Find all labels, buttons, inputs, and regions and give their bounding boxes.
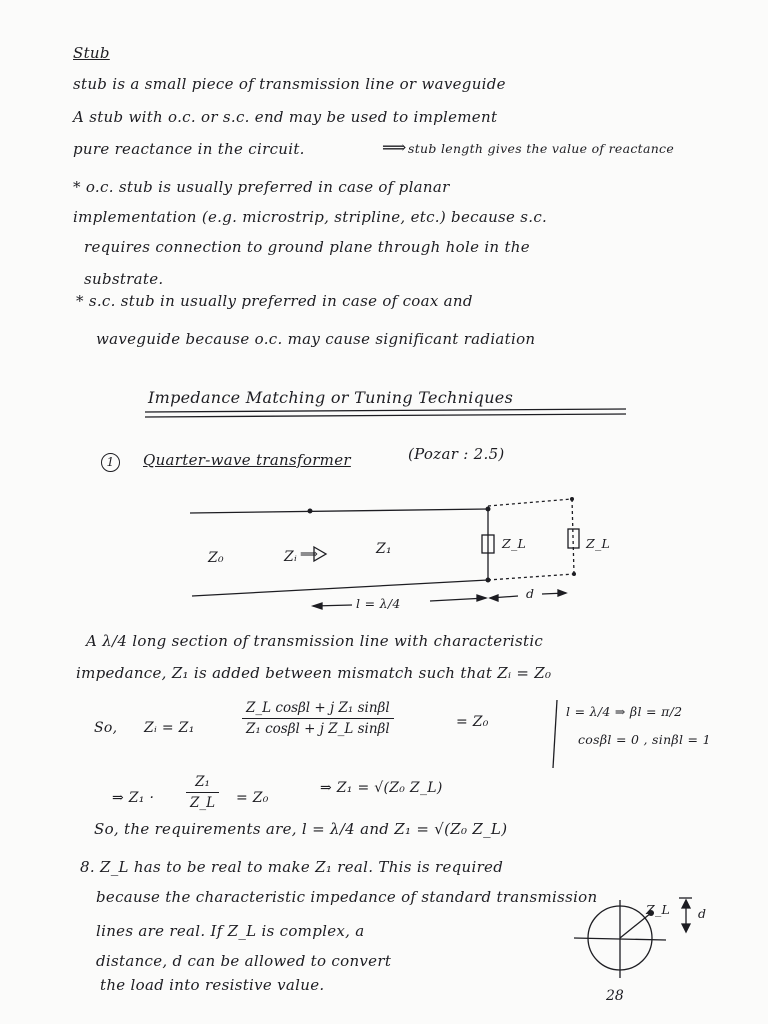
para-line-2: because the characteristic impedance of standard transmission [96,888,598,906]
stub-line-8: * s.c. stub in usually preferred in case of coax and [76,292,473,310]
eq2-rhs: = Z₀ [236,790,269,806]
eq1-denominator: Z₁ cosβl + j Z_L sinβl [246,721,390,737]
para-line-1: 8. Z_L has to be real to make Z₁ real. This is required [80,858,504,876]
smith-d-label: d [698,906,707,921]
para-line-3: lines are real. If Z_L is complex, a [96,922,365,940]
eq2-lhs: ⇒ Z₁ · [112,790,155,806]
stub-line-1: stub is a small piece of transmission line or waveguide [73,75,506,93]
eq2-denominator: Z_L [190,795,216,811]
stub-line-7: substrate. [84,270,164,288]
matching-title: Impedance Matching or Tuning Techniques [148,388,514,407]
side-note-2: cosβl = 0 , sinβl = 1 [578,732,711,747]
diagram-zi: Zᵢ [284,549,298,565]
stub-line-4: * o.c. stub is usually preferred in case of planar [73,178,450,196]
body-line-1: A λ/4 long section of transmission line with characteristic [86,632,544,650]
eq2-numerator: Z₁ [186,774,219,793]
implies-arrow-zi-icon: ⟹ [300,546,319,561]
requirements-line: So, the requirements are, l = λ/4 and Z₁ = √(Z₀ Z_L) [94,820,508,838]
eq1-fraction [242,700,394,737]
eq1-numerator: Z_L cosβl + j Z₁ sinβl [242,700,394,719]
diagram-length: l = λ/4 [356,596,401,611]
body-line-2: impedance, Z₁ is added between mismatch such that Zᵢ = Z₀ [76,664,552,682]
implies-arrow-icon: ⟹ [382,138,407,158]
diagram-z1: Z₁ [376,541,392,557]
side-note-1: l = λ/4 ⇒ βl = π/2 [566,704,683,719]
eq2-result: ⇒ Z₁ = √(Z₀ Z_L) [320,780,443,796]
smith-zl-label: Z_L [646,902,671,917]
stub-line-3-note: stub length gives the value of reactance [408,141,675,156]
stub-line-5: implementation (e.g. microstrip, stripline, etc.) because s.c. [73,208,548,226]
stub-line-9: waveguide because o.c. may cause significant radiation [96,330,536,348]
diagram-zl-2: Z_L [586,536,611,551]
stub-line-3: pure reactance in the circuit. [73,140,305,158]
stub-title: Stub [73,44,110,62]
item-title: Quarter-wave transformer [143,451,351,469]
item-number-circle: 1 [101,453,120,472]
page-number: 28 [606,988,624,1004]
stub-line-6: requires connection to ground plane through hole in the [84,238,530,256]
eq1-rhs: = Z₀ [456,714,489,730]
para-line-5: the load into resistive value. [100,976,325,994]
eq2-fraction [186,774,219,811]
item-reference: (Pozar : 2.5) [408,445,505,463]
stub-line-2: A stub with o.c. or s.c. end may be used to implement [73,108,498,126]
diagram-distance: d [526,586,535,601]
diagram-zl-1: Z_L [502,536,527,551]
para-line-4: distance, d can be allowed to convert [96,952,392,970]
eq1-lhs: Zᵢ = Z₁ [144,720,195,736]
so-label: So, [94,720,118,736]
diagram-z0: Z₀ [208,550,224,566]
